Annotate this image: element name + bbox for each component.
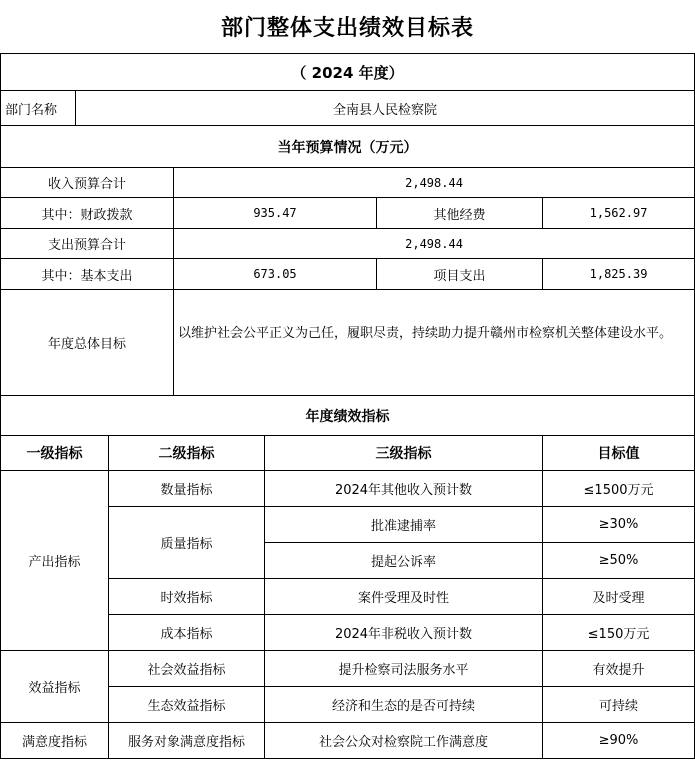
level3-cell: 提起公诉率 — [265, 543, 543, 579]
level2-cell: 社会效益指标 — [109, 651, 265, 687]
level2-cell: 质量指标 — [109, 507, 265, 579]
annual-goal-text: 以维护社会公平正义为己任，履职尽责，持续助力提升赣州市检察机关整体建设水平。 — [174, 290, 695, 396]
page-title: 部门整体支出绩效目标表 — [221, 16, 475, 41]
level3-cell: 提升检察司法服务水平 — [265, 651, 543, 687]
year-label: （ 2024 年度） — [1, 54, 695, 91]
col-header-target: 目标值 — [543, 436, 695, 471]
table-row — [1, 723, 695, 759]
level2-cell: 时效指标 — [109, 579, 265, 615]
annual-goal-label: 年度总体目标 — [1, 290, 174, 396]
target-cell: ≥50% — [543, 543, 695, 579]
income-appropriation-label: 其中：财政拨款 — [1, 198, 174, 229]
target-cell: 及时受理 — [543, 579, 695, 615]
level2-cell: 服务对象满意度指标 — [109, 723, 265, 759]
target-cell: ≤1500万元 — [543, 471, 695, 507]
level2-cell: 成本指标 — [109, 615, 265, 651]
target-cell: ≥30% — [543, 507, 695, 543]
dept-label: 部门名称 — [1, 91, 76, 126]
perf-section-title: 年度绩效指标 — [1, 396, 695, 436]
expense-basic-label: 其中：基本支出 — [1, 259, 174, 290]
target-cell: ≤150万元 — [543, 615, 695, 651]
dept-value: 全南县人民检察院 — [76, 91, 695, 126]
income-total-value: 2,498.44 — [174, 168, 695, 198]
col-header-level3: 三级指标 — [265, 436, 543, 471]
col-header-level2: 二级指标 — [109, 436, 265, 471]
income-other-value: 1,562.97 — [543, 198, 695, 229]
level1-benefit: 效益指标 — [1, 651, 109, 723]
income-other-label: 其他经费 — [377, 198, 543, 229]
expense-total-value: 2,498.44 — [174, 229, 695, 259]
target-cell: 有效提升 — [543, 651, 695, 687]
expense-project-value: 1,825.39 — [543, 259, 695, 290]
table-row — [1, 471, 695, 507]
col-header-level1: 一级指标 — [1, 436, 109, 471]
expense-total-label: 支出预算合计 — [1, 229, 174, 259]
level3-cell: 社会公众对检察院工作满意度 — [265, 723, 543, 759]
level2-cell: 生态效益指标 — [109, 687, 265, 723]
table-row — [1, 651, 695, 687]
level3-cell: 经济和生态的是否可持续 — [265, 687, 543, 723]
level3-cell: 案件受理及时性 — [265, 579, 543, 615]
level3-cell: 2024年其他收入预计数 — [265, 471, 543, 507]
level2-cell: 数量指标 — [109, 471, 265, 507]
target-cell: ≥90% — [543, 723, 695, 759]
income-total-label: 收入预算合计 — [1, 168, 174, 198]
expense-project-label: 项目支出 — [377, 259, 543, 290]
income-appropriation-value: 935.47 — [174, 198, 377, 229]
level3-cell: 批准逮捕率 — [265, 507, 543, 543]
target-cell: 可持续 — [543, 687, 695, 723]
budget-section-title: 当年预算情况（万元） — [1, 126, 695, 168]
level1-satisfaction: 满意度指标 — [1, 723, 109, 759]
level3-cell: 2024年非税收入预计数 — [265, 615, 543, 651]
level1-output: 产出指标 — [1, 471, 109, 651]
expense-basic-value: 673.05 — [174, 259, 377, 290]
